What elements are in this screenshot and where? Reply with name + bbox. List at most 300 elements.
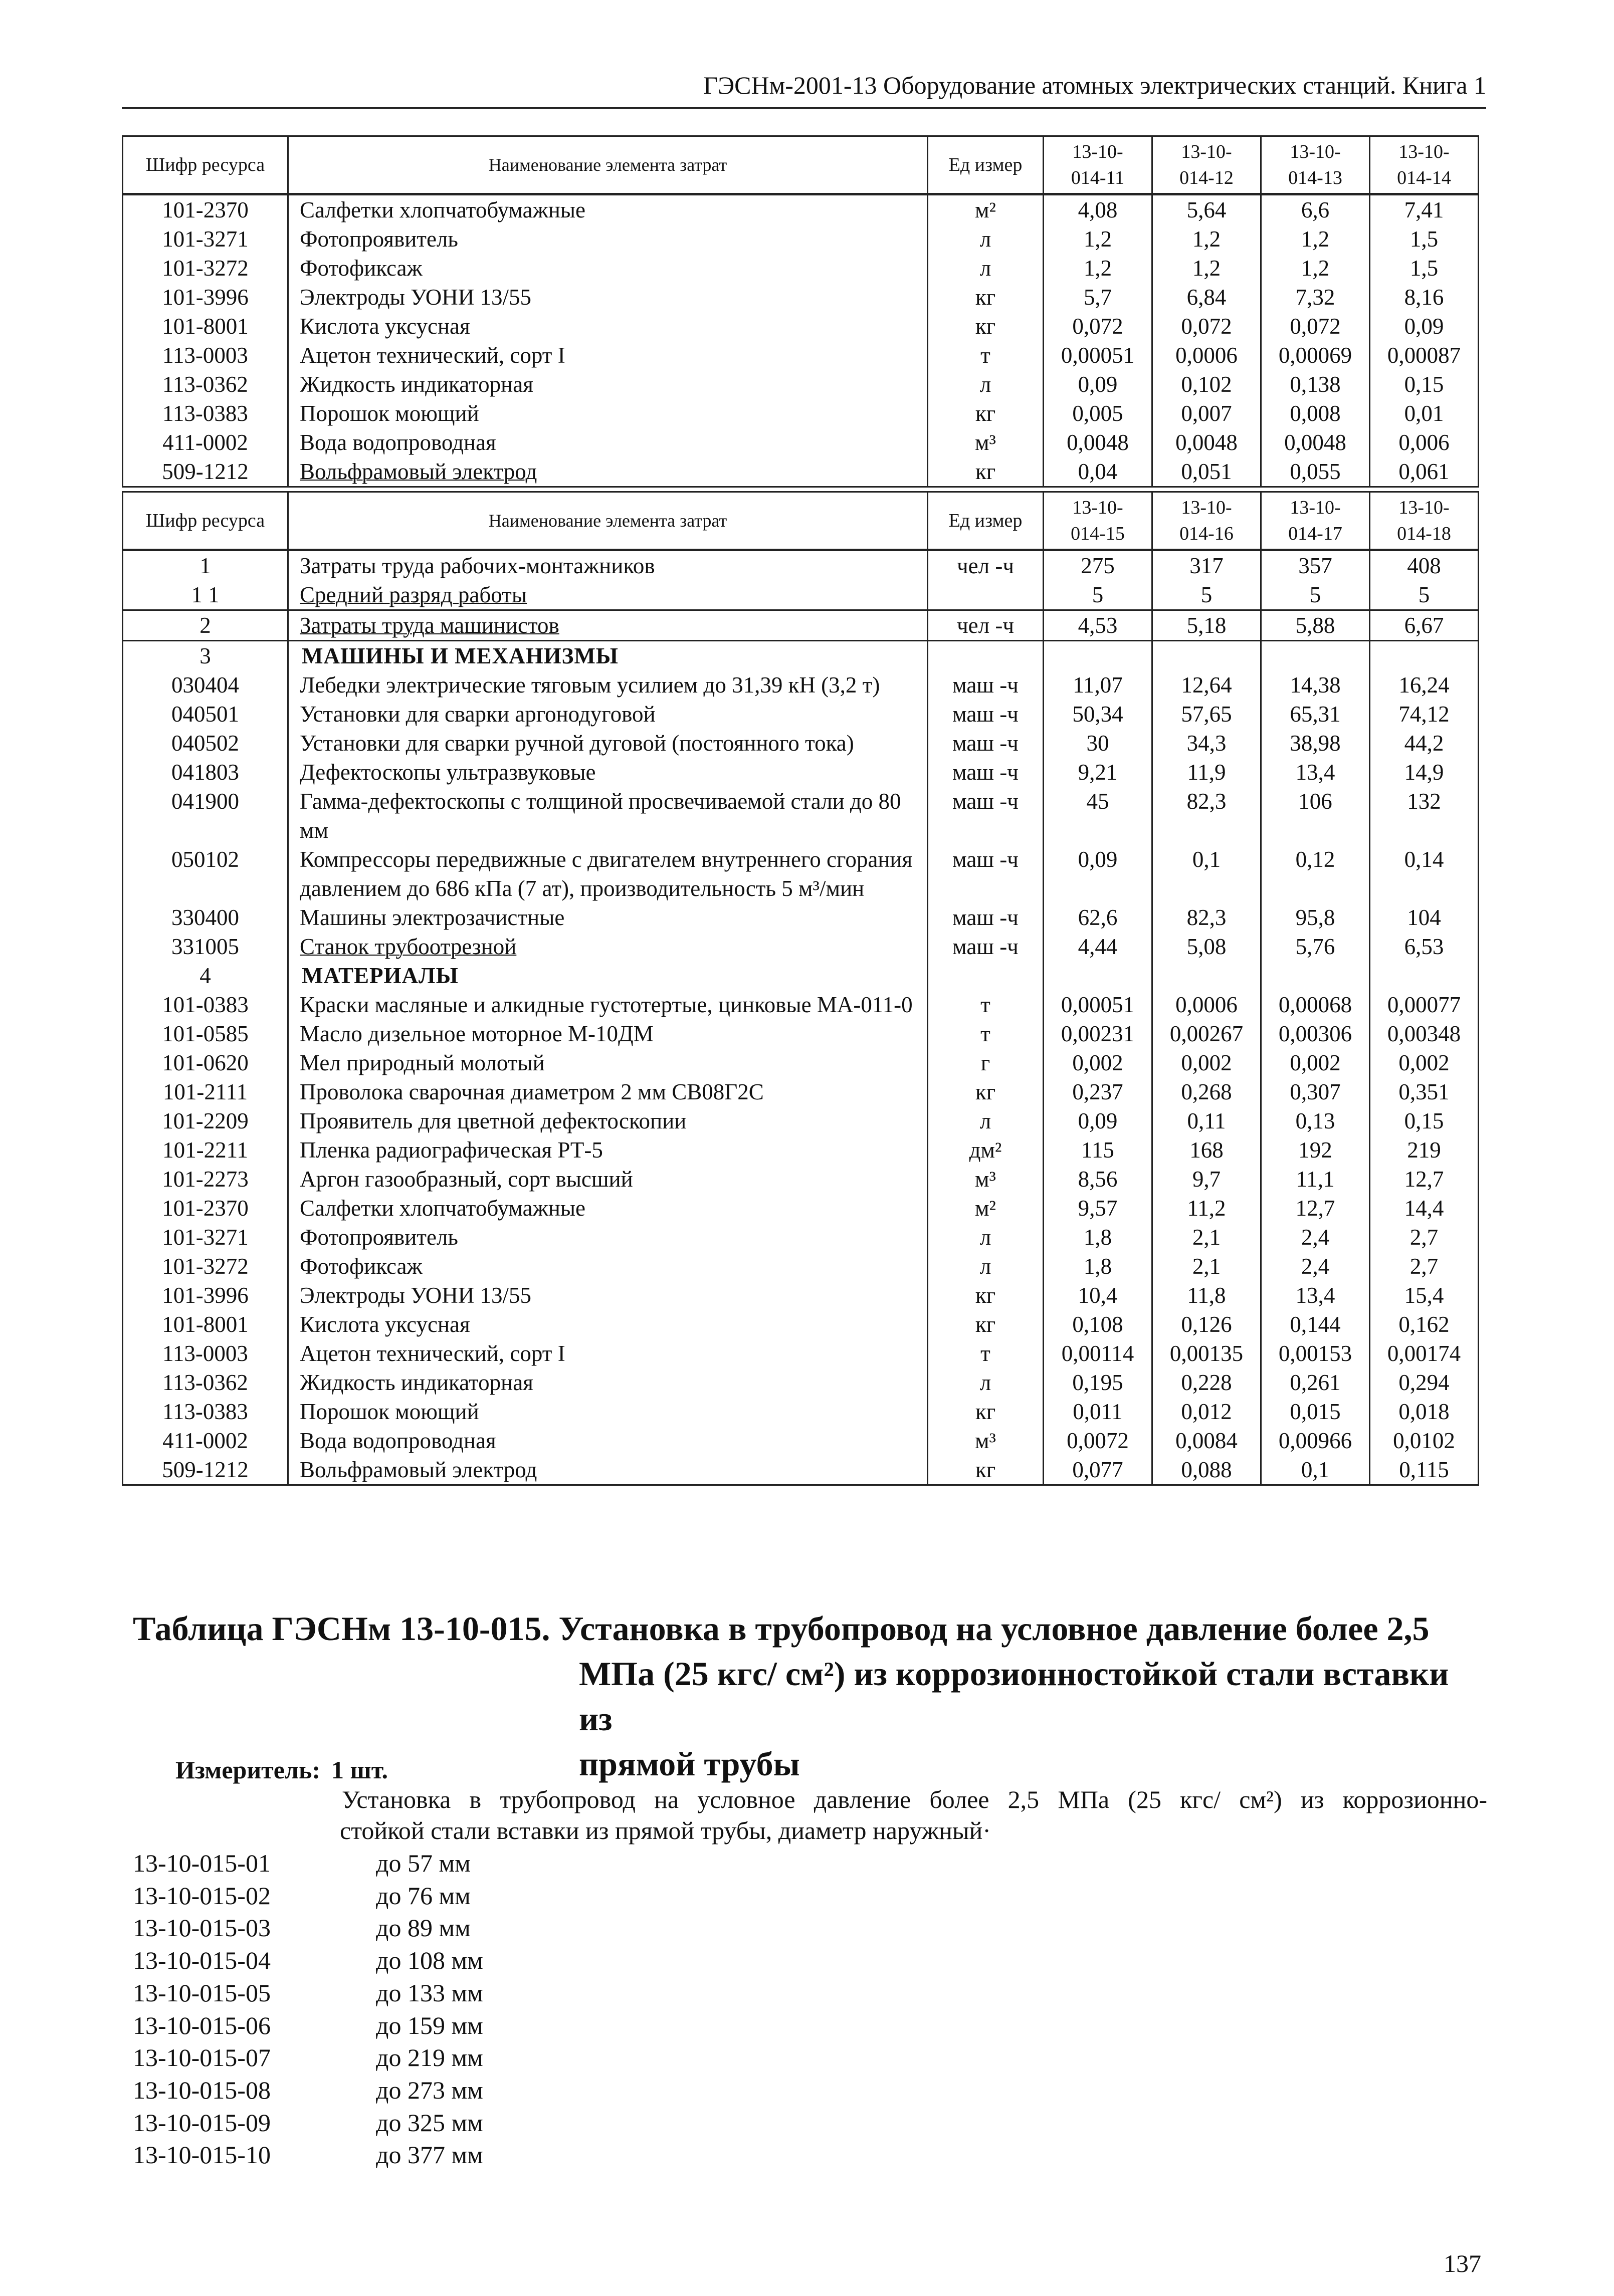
table-row: [123, 1455, 1479, 1485]
value-cell: 4,53: [1044, 610, 1152, 641]
value-cell: 0,351: [1370, 1077, 1479, 1106]
unit-cell: г: [928, 1048, 1044, 1077]
table-row: [123, 1339, 1479, 1368]
value-cell: 0,008: [1261, 399, 1370, 428]
code-cell: 101-0383: [123, 990, 288, 1019]
code-cell: 101-2370: [123, 1194, 288, 1223]
value-cell: 6,84: [1152, 283, 1261, 312]
name-cell: Фотофиксаж: [288, 1252, 928, 1281]
unit-cell: л: [928, 1368, 1044, 1397]
value-cell: 0,002: [1370, 1048, 1479, 1077]
unit-cell: маш -ч: [928, 787, 1044, 845]
value-cell: 0,00051: [1044, 341, 1152, 370]
value-cell: [1370, 641, 1479, 671]
list-item: [133, 1880, 483, 1912]
name-cell: Лебедки электрические тяговым усилием до 31,39 кН (3,2 т): [288, 670, 928, 700]
value-cell: 0,018: [1370, 1397, 1479, 1426]
value-cell: 408: [1370, 550, 1479, 581]
name-cell: Жидкость индикаторная: [288, 370, 928, 399]
name-cell: Машины электрозачистные: [288, 903, 928, 932]
value-cell: 0,138: [1261, 370, 1370, 399]
value-cell: 8,16: [1370, 283, 1479, 312]
table-row: [123, 932, 1479, 961]
table-row: [123, 1019, 1479, 1048]
table-row: [123, 1310, 1479, 1339]
value-cell: 0,00135: [1152, 1339, 1261, 1368]
column-header-norm: 13-10- 014-13: [1261, 136, 1370, 194]
unit-cell: [928, 961, 1044, 990]
value-cell: 0,00077: [1370, 990, 1479, 1019]
table-row: [123, 1252, 1479, 1281]
unit-cell: кг: [928, 399, 1044, 428]
value-cell: 115: [1044, 1135, 1152, 1165]
unit-cell: [928, 641, 1044, 671]
value-cell: 5,18: [1152, 610, 1261, 641]
name-cell: Фотопроявитель: [288, 1223, 928, 1252]
table-row: [123, 224, 1479, 254]
name-cell: Масло дизельное моторное М-10ДМ: [288, 1019, 928, 1048]
value-cell: 0,072: [1261, 312, 1370, 341]
value-cell: 1,2: [1044, 254, 1152, 283]
table-row: [123, 428, 1479, 457]
code-cell: 101-2370: [123, 194, 288, 225]
value-cell: 1,5: [1370, 254, 1479, 283]
code-cell: 4: [123, 961, 288, 990]
unit-cell: кг: [928, 1310, 1044, 1339]
value-cell: 132: [1370, 787, 1479, 845]
value-cell: [1261, 641, 1370, 671]
value-cell: 0,002: [1261, 1048, 1370, 1077]
value-cell: 13,4: [1261, 758, 1370, 787]
value-cell: 0,015: [1261, 1397, 1370, 1426]
value-cell: 0,0048: [1261, 428, 1370, 457]
value-cell: 0,011: [1044, 1397, 1152, 1426]
value-cell: 11,9: [1152, 758, 1261, 787]
code-cell: 101-2211: [123, 1135, 288, 1165]
variant-code: 13-10-015-03: [133, 1914, 271, 1942]
value-cell: [1044, 641, 1152, 671]
value-cell: 9,21: [1044, 758, 1152, 787]
code-cell: 040501: [123, 700, 288, 729]
value-cell: 219: [1370, 1135, 1479, 1165]
value-cell: 0,294: [1370, 1368, 1479, 1397]
value-cell: 74,12: [1370, 700, 1479, 729]
code-cell: 2: [123, 610, 288, 641]
value-cell: [1152, 961, 1261, 990]
value-cell: 44,2: [1370, 729, 1479, 758]
value-cell: 12,7: [1261, 1194, 1370, 1223]
list-item: [133, 2009, 483, 2042]
code-cell: 411-0002: [123, 428, 288, 457]
column-header-code: Шифр ресурса: [123, 492, 288, 550]
value-cell: 6,67: [1370, 610, 1479, 641]
variant-text: до 219 мм: [376, 2043, 483, 2072]
code-cell: 1: [123, 550, 288, 581]
unit-cell: маш -ч: [928, 758, 1044, 787]
name-cell: Вольфрамовый электрод: [288, 457, 928, 487]
value-cell: 0,09: [1370, 312, 1479, 341]
value-cell: 1,8: [1044, 1252, 1152, 1281]
value-cell: 0,09: [1044, 370, 1152, 399]
value-cell: 6,53: [1370, 932, 1479, 961]
unit-cell: т: [928, 1339, 1044, 1368]
unit-cell: т: [928, 1019, 1044, 1048]
value-cell: 0,228: [1152, 1368, 1261, 1397]
table-header-row: [123, 492, 1479, 550]
column-header-unit: Ед измер: [928, 136, 1044, 194]
table-heading: Таблица ГЭСНм 13-10-015. Установка в трубопровод на условное давление более 2,5 МПа (25 кгс/ см²) из коррозионностойкой стали вставки из прямой трубы: [133, 1610, 1449, 1783]
column-header-name: Наименование элемента затрат: [288, 136, 928, 194]
value-cell: 0,00174: [1370, 1339, 1479, 1368]
unit-cell: л: [928, 224, 1044, 254]
table-row: [123, 990, 1479, 1019]
name-cell: Пленка радиографическая РТ-5: [288, 1135, 928, 1165]
value-cell: 5: [1044, 580, 1152, 610]
variant-code: 13-10-015-05: [133, 1978, 271, 2007]
list-item: [133, 1847, 483, 1880]
table-row: [123, 1368, 1479, 1397]
name-cell: Компрессоры передвижные с двигателем внутреннего сгорания давлением до 686 кПа (7 ат), производительность 5 м³/мин: [288, 845, 928, 903]
value-cell: 2,7: [1370, 1223, 1479, 1252]
name-cell: Электроды УОНИ 13/55: [288, 1281, 928, 1310]
table-row: [123, 903, 1479, 932]
code-cell: 101-0620: [123, 1048, 288, 1077]
resource-table-2: [122, 491, 1479, 1486]
unit-cell: маш -ч: [928, 670, 1044, 700]
value-cell: 5,88: [1261, 610, 1370, 641]
unit-cell: кг: [928, 1397, 1044, 1426]
value-cell: 0,126: [1152, 1310, 1261, 1339]
table-row: [123, 1135, 1479, 1165]
value-cell: 0,077: [1044, 1455, 1152, 1485]
measurement-unit: [175, 1754, 388, 1786]
value-cell: 9,7: [1152, 1165, 1261, 1194]
running-title: ГЭСНм-2001-13 Оборудование атомных электрических станций. Книга 1: [703, 71, 1486, 99]
table-row: [123, 254, 1479, 283]
list-item: [133, 1977, 483, 2009]
value-cell: 0,195: [1044, 1368, 1152, 1397]
value-cell: 0,00051: [1044, 990, 1152, 1019]
unit-cell: кг: [928, 283, 1044, 312]
table-row: [123, 194, 1479, 225]
value-cell: 0,04: [1044, 457, 1152, 487]
unit-cell: кг: [928, 1281, 1044, 1310]
value-cell: 1,2: [1044, 224, 1152, 254]
value-cell: 7,32: [1261, 283, 1370, 312]
name-cell: Ацетон технический, сорт I: [288, 1339, 928, 1368]
variant-code: 13-10-015-04: [133, 1946, 271, 1975]
name-cell: Порошок моющий: [288, 1397, 928, 1426]
column-header-norm: 13-10- 014-12: [1152, 136, 1261, 194]
code-cell: 113-0383: [123, 399, 288, 428]
code-cell: 331005: [123, 932, 288, 961]
column-header-norm: 13-10- 014-14: [1370, 136, 1479, 194]
value-cell: 1,2: [1152, 254, 1261, 283]
variant-list: [133, 1847, 483, 2171]
value-cell: 65,31: [1261, 700, 1370, 729]
value-cell: 2,1: [1152, 1252, 1261, 1281]
unit-cell: кг: [928, 457, 1044, 487]
value-cell: 0,14: [1370, 845, 1479, 903]
code-cell: 3: [123, 641, 288, 671]
value-cell: [1370, 961, 1479, 990]
code-cell: 113-0003: [123, 341, 288, 370]
variant-code: 13-10-015-02: [133, 1881, 271, 1910]
value-cell: 0,0072: [1044, 1426, 1152, 1455]
value-cell: 0,12: [1261, 845, 1370, 903]
variant-code: 13-10-015-01: [133, 1849, 271, 1877]
value-cell: 0,13: [1261, 1106, 1370, 1135]
name-cell: Кислота уксусная: [288, 1310, 928, 1339]
column-header-norm: 13-10- 014-16: [1152, 492, 1261, 550]
unit-cell: т: [928, 341, 1044, 370]
value-cell: 0,00068: [1261, 990, 1370, 1019]
value-cell: 0,00348: [1370, 1019, 1479, 1048]
variant-text: до 76 мм: [376, 1881, 471, 1910]
value-cell: 13,4: [1261, 1281, 1370, 1310]
value-cell: [1152, 641, 1261, 671]
table-row: [123, 1165, 1479, 1194]
code-cell: 101-3271: [123, 224, 288, 254]
variant-text: до 108 мм: [376, 1946, 483, 1975]
list-item: [133, 2107, 483, 2139]
value-cell: 0,0102: [1370, 1426, 1479, 1455]
column-header-norm: 13-10- 014-15: [1044, 492, 1152, 550]
value-cell: 0,09: [1044, 1106, 1152, 1135]
name-cell: Салфетки хлопчатобумажные: [288, 1194, 928, 1223]
unit-cell: маш -ч: [928, 845, 1044, 903]
column-header-code: Шифр ресурса: [123, 136, 288, 194]
code-cell: 030404: [123, 670, 288, 700]
value-cell: 11,1: [1261, 1165, 1370, 1194]
work-description: [342, 1784, 1487, 1846]
name-cell: Салфетки хлопчатобумажные: [288, 194, 928, 225]
unit-cell: чел -ч: [928, 610, 1044, 641]
value-cell: 38,98: [1261, 729, 1370, 758]
value-cell: 12,64: [1152, 670, 1261, 700]
code-cell: 101-2273: [123, 1165, 288, 1194]
value-cell: 0,11: [1152, 1106, 1261, 1135]
code-cell: 101-3271: [123, 1223, 288, 1252]
page-number: 137: [1444, 2249, 1481, 2277]
value-cell: 1,2: [1152, 224, 1261, 254]
description-line: Установка в трубопровод на условное давление более 2,5 МПа (25 кгс/ см²) из коррозионно-: [342, 1785, 1487, 1813]
unit-cell: чел -ч: [928, 550, 1044, 581]
code-cell: 101-3272: [123, 254, 288, 283]
header-rule: [122, 107, 1486, 109]
value-cell: 5,08: [1152, 932, 1261, 961]
name-cell: Вода водопроводная: [288, 1426, 928, 1455]
column-header-unit: Ед измер: [928, 492, 1044, 550]
variant-text: до 377 мм: [376, 2141, 483, 2169]
value-cell: 0,00069: [1261, 341, 1370, 370]
variant-text: до 133 мм: [376, 1978, 483, 2007]
column-header-norm: 13-10- 014-17: [1261, 492, 1370, 550]
value-cell: 0,15: [1370, 1106, 1479, 1135]
table-row: [123, 1077, 1479, 1106]
value-cell: 357: [1261, 550, 1370, 581]
table-row: [123, 399, 1479, 428]
value-cell: 0,0006: [1152, 341, 1261, 370]
variant-text: до 89 мм: [376, 1914, 471, 1942]
value-cell: 2,1: [1152, 1223, 1261, 1252]
code-cell: 113-0383: [123, 1397, 288, 1426]
value-cell: 0,00087: [1370, 341, 1479, 370]
code-cell: 101-8001: [123, 312, 288, 341]
table-row: [123, 641, 1479, 671]
list-item: [133, 1912, 483, 1944]
table-row: [123, 283, 1479, 312]
value-cell: 5: [1261, 580, 1370, 610]
variant-code: 13-10-015-06: [133, 2011, 271, 2039]
code-cell: 101-8001: [123, 1310, 288, 1339]
unit-cell: дм²: [928, 1135, 1044, 1165]
value-cell: 2,4: [1261, 1223, 1370, 1252]
value-cell: 0,088: [1152, 1455, 1261, 1485]
value-cell: 0,01: [1370, 399, 1479, 428]
value-cell: 0,15: [1370, 370, 1479, 399]
value-cell: 14,4: [1370, 1194, 1479, 1223]
value-cell: 0,237: [1044, 1077, 1152, 1106]
code-cell: 330400: [123, 903, 288, 932]
name-cell: Станок трубоотрезной: [288, 932, 928, 961]
name-cell: Мел природный молотый: [288, 1048, 928, 1077]
value-cell: 0,055: [1261, 457, 1370, 487]
unit-cell: л: [928, 1252, 1044, 1281]
unit-cell: [928, 580, 1044, 610]
unit-cell: т: [928, 990, 1044, 1019]
variant-text: до 57 мм: [376, 1849, 471, 1877]
unit-cell: м³: [928, 1426, 1044, 1455]
table-row: [123, 1048, 1479, 1077]
value-cell: 30: [1044, 729, 1152, 758]
name-cell: Жидкость индикаторная: [288, 1368, 928, 1397]
value-cell: 1,2: [1261, 254, 1370, 283]
value-cell: 5,7: [1044, 283, 1152, 312]
name-cell: Вольфрамовый электрод: [288, 1455, 928, 1485]
variant-code: 13-10-015-09: [133, 2108, 271, 2137]
table-row: [123, 729, 1479, 758]
code-cell: 1 1: [123, 580, 288, 610]
list-item: [133, 1944, 483, 1977]
variant-code: 13-10-015-07: [133, 2043, 271, 2072]
value-cell: 14,38: [1261, 670, 1370, 700]
value-cell: 4,44: [1044, 932, 1152, 961]
value-cell: 0,09: [1044, 845, 1152, 903]
value-cell: 0,051: [1152, 457, 1261, 487]
value-cell: 5,64: [1152, 194, 1261, 225]
name-cell: Ацетон технический, сорт I: [288, 341, 928, 370]
name-cell: МАТЕРИАЛЫ: [288, 961, 928, 990]
table-row: [123, 1397, 1479, 1426]
value-cell: 34,3: [1152, 729, 1261, 758]
table-row: [123, 670, 1479, 700]
unit-cell: кг: [928, 312, 1044, 341]
value-cell: 0,00114: [1044, 1339, 1152, 1368]
code-cell: 041803: [123, 758, 288, 787]
name-cell: Кислота уксусная: [288, 312, 928, 341]
value-cell: 0,1: [1152, 845, 1261, 903]
value-cell: 0,1: [1261, 1455, 1370, 1485]
value-cell: 0,00966: [1261, 1426, 1370, 1455]
value-cell: 275: [1044, 550, 1152, 581]
name-cell: Вода водопроводная: [288, 428, 928, 457]
value-cell: 0,00267: [1152, 1019, 1261, 1048]
code-cell: 101-0585: [123, 1019, 288, 1048]
name-cell: Фотофиксаж: [288, 254, 928, 283]
value-cell: 14,9: [1370, 758, 1479, 787]
name-cell: Фотопроявитель: [288, 224, 928, 254]
code-cell: 040502: [123, 729, 288, 758]
value-cell: 1,8: [1044, 1223, 1152, 1252]
table-row: [123, 1106, 1479, 1135]
table-row: [123, 787, 1479, 845]
table-row: [123, 1281, 1479, 1310]
value-cell: 0,268: [1152, 1077, 1261, 1106]
list-item: [133, 2139, 483, 2171]
value-cell: 8,56: [1044, 1165, 1152, 1194]
value-cell: 62,6: [1044, 903, 1152, 932]
unit-cell: м²: [928, 1194, 1044, 1223]
unit-cell: л: [928, 1223, 1044, 1252]
name-cell: Установки для сварки ручной дуговой (постоянного тока): [288, 729, 928, 758]
name-cell: Электроды УОНИ 13/55: [288, 283, 928, 312]
value-cell: 6,6: [1261, 194, 1370, 225]
value-cell: 0,00231: [1044, 1019, 1152, 1048]
value-cell: 0,072: [1044, 312, 1152, 341]
value-cell: 7,41: [1370, 194, 1479, 225]
value-cell: 0,006: [1370, 428, 1479, 457]
table-row: [123, 610, 1479, 641]
table-row: [123, 1223, 1479, 1252]
unit-cell: м³: [928, 428, 1044, 457]
code-cell: 041900: [123, 787, 288, 845]
code-cell: 101-3272: [123, 1252, 288, 1281]
value-cell: 0,061: [1370, 457, 1479, 487]
code-cell: 050102: [123, 845, 288, 903]
code-cell: 113-0362: [123, 1368, 288, 1397]
value-cell: 5: [1152, 580, 1261, 610]
description-line: стойкой стали вставки из прямой трубы, диаметр наружный·: [340, 1816, 991, 1845]
value-cell: 0,102: [1152, 370, 1261, 399]
value-cell: 50,34: [1044, 700, 1152, 729]
resource-table-1: [122, 135, 1479, 488]
value-cell: 12,7: [1370, 1165, 1479, 1194]
code-cell: 113-0362: [123, 370, 288, 399]
table-row: [123, 1194, 1479, 1223]
value-cell: 0,002: [1044, 1048, 1152, 1077]
code-cell: 101-2111: [123, 1077, 288, 1106]
value-cell: 2,7: [1370, 1252, 1479, 1281]
value-cell: 95,8: [1261, 903, 1370, 932]
value-cell: 0,144: [1261, 1310, 1370, 1339]
unit-cell: маш -ч: [928, 729, 1044, 758]
table-row: [123, 457, 1479, 487]
code-cell: 101-3996: [123, 283, 288, 312]
value-cell: 4,08: [1044, 194, 1152, 225]
name-cell: Установки для сварки аргонодуговой: [288, 700, 928, 729]
code-cell: 509-1212: [123, 1455, 288, 1485]
table-row: [123, 580, 1479, 610]
code-cell: 509-1212: [123, 457, 288, 487]
value-cell: 57,65: [1152, 700, 1261, 729]
name-cell: Краски масляные и алкидные густотертые, цинковые МА-011-0: [288, 990, 928, 1019]
table-header-row: [123, 136, 1479, 194]
value-cell: 1,5: [1370, 224, 1479, 254]
value-cell: 317: [1152, 550, 1261, 581]
code-cell: 101-3996: [123, 1281, 288, 1310]
value-cell: 5: [1370, 580, 1479, 610]
